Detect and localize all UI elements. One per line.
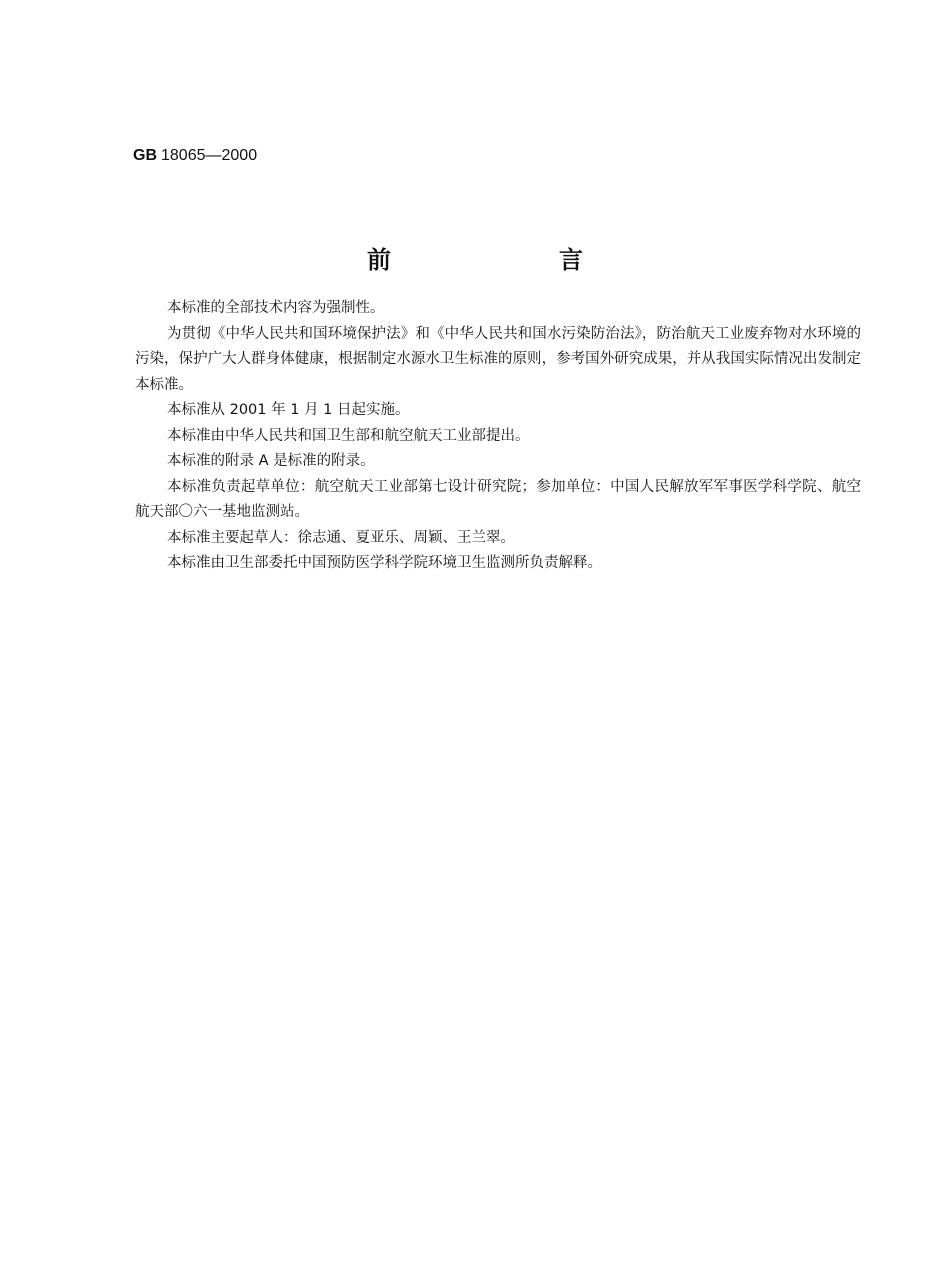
paragraph-appendix: 本标准的附录 A 是标准的附录。 <box>167 453 375 469</box>
standard-prefix: GB <box>133 147 157 164</box>
paragraph-drafters: 本标准主要起草人：徐志通、夏亚乐、周颖、王兰翠。 <box>167 529 515 546</box>
paragraph-drafting-units: 本标准负责起草单位：航空航天工业部第七设计研究院；参加单位：中国人民解放军军事医学科学院、航空航天部〇六一基地监测站。 <box>135 478 861 520</box>
paragraph-interpretation: 本标准由卫生部委托中国预防医学科学院环境卫生监测所负责解释。 <box>167 555 602 571</box>
paragraph-mandatory: 本标准的全部技术内容为强制性。 <box>167 300 385 316</box>
paragraph-effective-date: 本标准从 2001 年 1 月 1 日起实施。 <box>167 402 410 418</box>
standard-number: 18065—2000 <box>161 147 258 164</box>
paragraph-purpose: 为贯彻《中华人民共和国环境保护法》和《中华人民共和国水污染防治法》，防治航天工业废弃物对水环境的污染，保护广大人群身体健康，根据制定水源水卫生标准的原则，参考国外研究成果，并从我国实际情况出发制定本标准。 <box>135 325 861 393</box>
section-title: 前 言 <box>367 246 655 274</box>
standard-code <box>133 147 257 165</box>
paragraph-proposed-by: 本标准由中华人民共和国卫生部和航空航天工业部提出。 <box>167 427 530 444</box>
foreword-body <box>135 296 861 577</box>
